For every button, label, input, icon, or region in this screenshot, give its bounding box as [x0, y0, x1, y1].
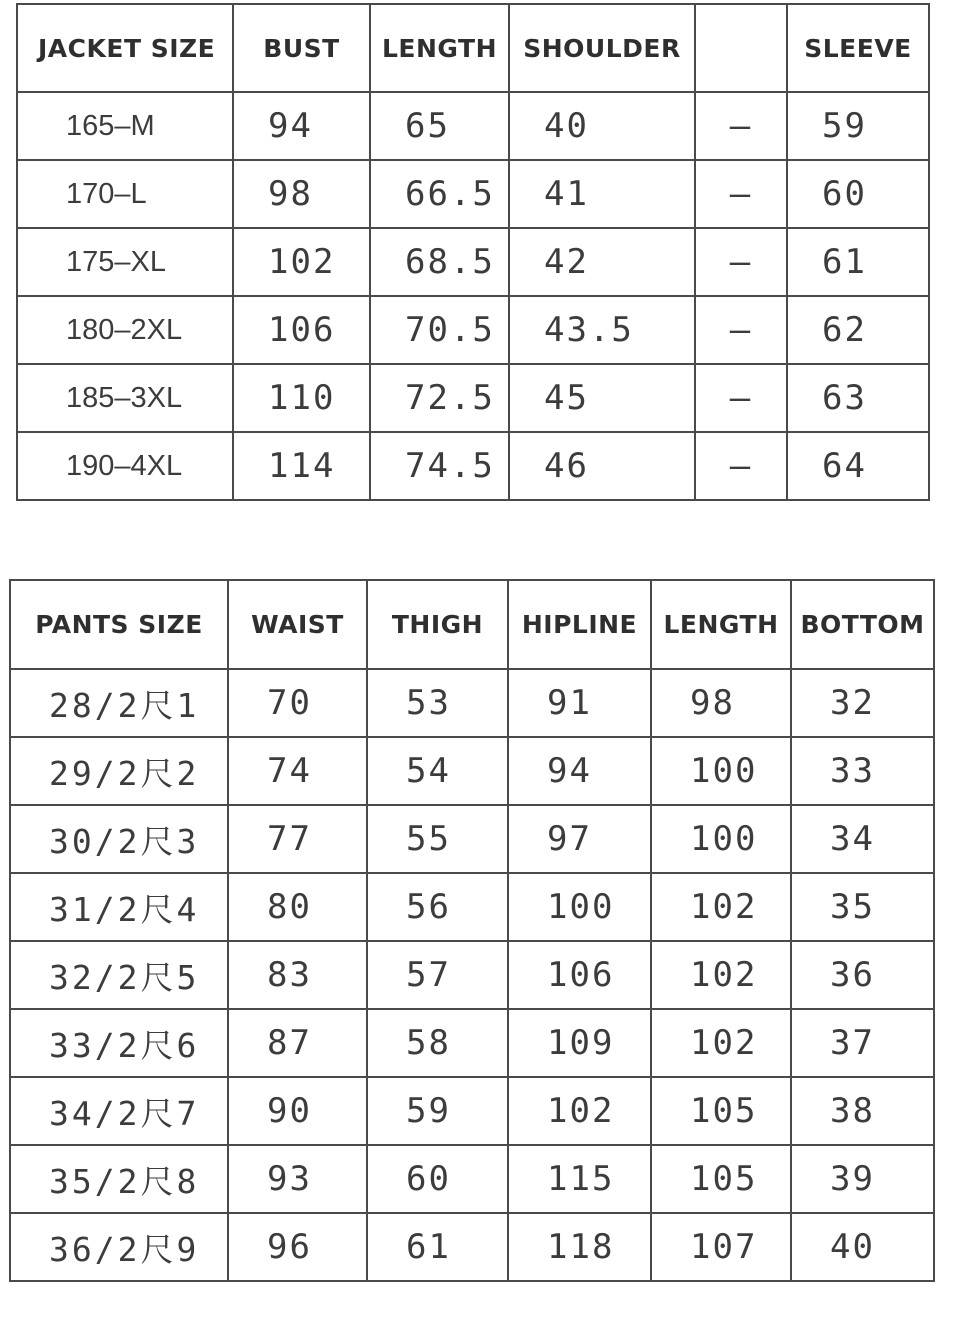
jacket-table-row	[17, 296, 929, 364]
pants-cell-length: 102	[651, 941, 791, 1009]
pants-cell-length: 100	[651, 737, 791, 805]
pants-cell-length: 105	[651, 1145, 791, 1213]
pants-cell-hipline: 94	[508, 737, 651, 805]
pants-cell-thigh: 55	[367, 805, 508, 873]
jacket-cell-size: 190–4XL	[17, 432, 233, 500]
pants-cell-bottom: 37	[791, 1009, 934, 1077]
pants-cell-thigh: 57	[367, 941, 508, 1009]
jacket-cell-size: 180–2XL	[17, 296, 233, 364]
jacket-cell-bust: 98	[233, 160, 370, 228]
jacket-cell-bust: 94	[233, 92, 370, 160]
pants-cell-thigh: 54	[367, 737, 508, 805]
pants-cell-size: 28/2尺1	[10, 669, 228, 737]
pants-header-thigh: THIGH	[367, 580, 508, 669]
pants-cell-thigh: 61	[367, 1213, 508, 1281]
pants-cell-thigh: 60	[367, 1145, 508, 1213]
pants-cell-thigh: 59	[367, 1077, 508, 1145]
jacket-cell-length: 65	[370, 92, 509, 160]
jacket-table-row	[17, 432, 929, 500]
jacket-cell-blank: —	[695, 228, 787, 296]
jacket-cell-bust: 110	[233, 364, 370, 432]
pants-cell-waist: 87	[228, 1009, 367, 1077]
pants-cell-size: 35/2尺8	[10, 1145, 228, 1213]
jacket-cell-shoulder: 40	[509, 92, 695, 160]
pants-cell-waist: 83	[228, 941, 367, 1009]
jacket-table-row	[17, 92, 929, 160]
pants-table-row	[10, 737, 934, 805]
pants-cell-thigh: 58	[367, 1009, 508, 1077]
jacket-cell-size: 170–L	[17, 160, 233, 228]
pants-cell-bottom: 33	[791, 737, 934, 805]
pants-cell-waist: 77	[228, 805, 367, 873]
pants-cell-hipline: 91	[508, 669, 651, 737]
jacket-size-table	[16, 3, 930, 501]
jacket-table-row	[17, 364, 929, 432]
jacket-cell-shoulder: 42	[509, 228, 695, 296]
jacket-header-bust: BUST	[233, 4, 370, 92]
jacket-cell-sleeve: 59	[787, 92, 929, 160]
pants-cell-hipline: 106	[508, 941, 651, 1009]
pants-cell-bottom: 40	[791, 1213, 934, 1281]
pants-table-row	[10, 1213, 934, 1281]
pants-cell-length: 102	[651, 1009, 791, 1077]
jacket-cell-shoulder: 45	[509, 364, 695, 432]
pants-header-length: LENGTH	[651, 580, 791, 669]
pants-table-row	[10, 1009, 934, 1077]
pants-cell-hipline: 97	[508, 805, 651, 873]
pants-cell-waist: 80	[228, 873, 367, 941]
pants-cell-hipline: 115	[508, 1145, 651, 1213]
pants-cell-thigh: 53	[367, 669, 508, 737]
pants-cell-length: 105	[651, 1077, 791, 1145]
jacket-header-blank	[695, 4, 787, 92]
pants-cell-length: 100	[651, 805, 791, 873]
jacket-cell-bust: 106	[233, 296, 370, 364]
pants-cell-bottom: 34	[791, 805, 934, 873]
jacket-cell-shoulder: 41	[509, 160, 695, 228]
jacket-cell-blank: —	[695, 296, 787, 364]
pants-header-size: PANTS SIZE	[10, 580, 228, 669]
jacket-cell-size: 165–M	[17, 92, 233, 160]
jacket-cell-bust: 102	[233, 228, 370, 296]
jacket-table-row	[17, 228, 929, 296]
jacket-cell-sleeve: 60	[787, 160, 929, 228]
pants-cell-waist: 96	[228, 1213, 367, 1281]
pants-cell-size: 33/2尺6	[10, 1009, 228, 1077]
jacket-header-length: LENGTH	[370, 4, 509, 92]
jacket-cell-sleeve: 61	[787, 228, 929, 296]
pants-cell-length: 98	[651, 669, 791, 737]
pants-table-row	[10, 1145, 934, 1213]
pants-cell-length: 102	[651, 873, 791, 941]
pants-table-row	[10, 805, 934, 873]
jacket-cell-bust: 114	[233, 432, 370, 500]
jacket-cell-size: 185–3XL	[17, 364, 233, 432]
pants-cell-waist: 70	[228, 669, 367, 737]
pants-cell-waist: 74	[228, 737, 367, 805]
pants-cell-size: 29/2尺2	[10, 737, 228, 805]
jacket-cell-length: 70.5	[370, 296, 509, 364]
pants-table-row	[10, 669, 934, 737]
jacket-cell-sleeve: 62	[787, 296, 929, 364]
jacket-cell-sleeve: 64	[787, 432, 929, 500]
pants-header-bottom: BOTTOM	[791, 580, 934, 669]
pants-cell-waist: 90	[228, 1077, 367, 1145]
jacket-header-size: JACKET SIZE	[17, 4, 233, 92]
jacket-header-sleeve: SLEEVE	[787, 4, 929, 92]
pants-cell-hipline: 100	[508, 873, 651, 941]
pants-cell-size: 36/2尺9	[10, 1213, 228, 1281]
pants-table-row	[10, 941, 934, 1009]
jacket-cell-blank: —	[695, 432, 787, 500]
pants-cell-bottom: 32	[791, 669, 934, 737]
pants-cell-size: 30/2尺3	[10, 805, 228, 873]
jacket-cell-size: 175–XL	[17, 228, 233, 296]
jacket-cell-blank: —	[695, 160, 787, 228]
jacket-cell-blank: —	[695, 92, 787, 160]
pants-cell-bottom: 38	[791, 1077, 934, 1145]
jacket-cell-shoulder: 43.5	[509, 296, 695, 364]
pants-cell-hipline: 109	[508, 1009, 651, 1077]
jacket-header-shoulder: SHOULDER	[509, 4, 695, 92]
pants-cell-waist: 93	[228, 1145, 367, 1213]
jacket-cell-length: 72.5	[370, 364, 509, 432]
jacket-cell-shoulder: 46	[509, 432, 695, 500]
pants-table-row	[10, 873, 934, 941]
pants-header-row	[10, 580, 934, 669]
pants-cell-bottom: 35	[791, 873, 934, 941]
jacket-cell-length: 66.5	[370, 160, 509, 228]
jacket-cell-sleeve: 63	[787, 364, 929, 432]
pants-cell-size: 31/2尺4	[10, 873, 228, 941]
pants-cell-hipline: 102	[508, 1077, 651, 1145]
pants-cell-size: 32/2尺5	[10, 941, 228, 1009]
jacket-cell-length: 74.5	[370, 432, 509, 500]
pants-header-waist: WAIST	[228, 580, 367, 669]
jacket-cell-length: 68.5	[370, 228, 509, 296]
jacket-header-row	[17, 4, 929, 92]
pants-size-table	[9, 579, 935, 1282]
pants-cell-length: 107	[651, 1213, 791, 1281]
pants-cell-bottom: 39	[791, 1145, 934, 1213]
jacket-table-row	[17, 160, 929, 228]
pants-cell-bottom: 36	[791, 941, 934, 1009]
pants-table-row	[10, 1077, 934, 1145]
pants-cell-hipline: 118	[508, 1213, 651, 1281]
pants-header-hipline: HIPLINE	[508, 580, 651, 669]
jacket-cell-blank: —	[695, 364, 787, 432]
pants-cell-size: 34/2尺7	[10, 1077, 228, 1145]
pants-cell-thigh: 56	[367, 873, 508, 941]
